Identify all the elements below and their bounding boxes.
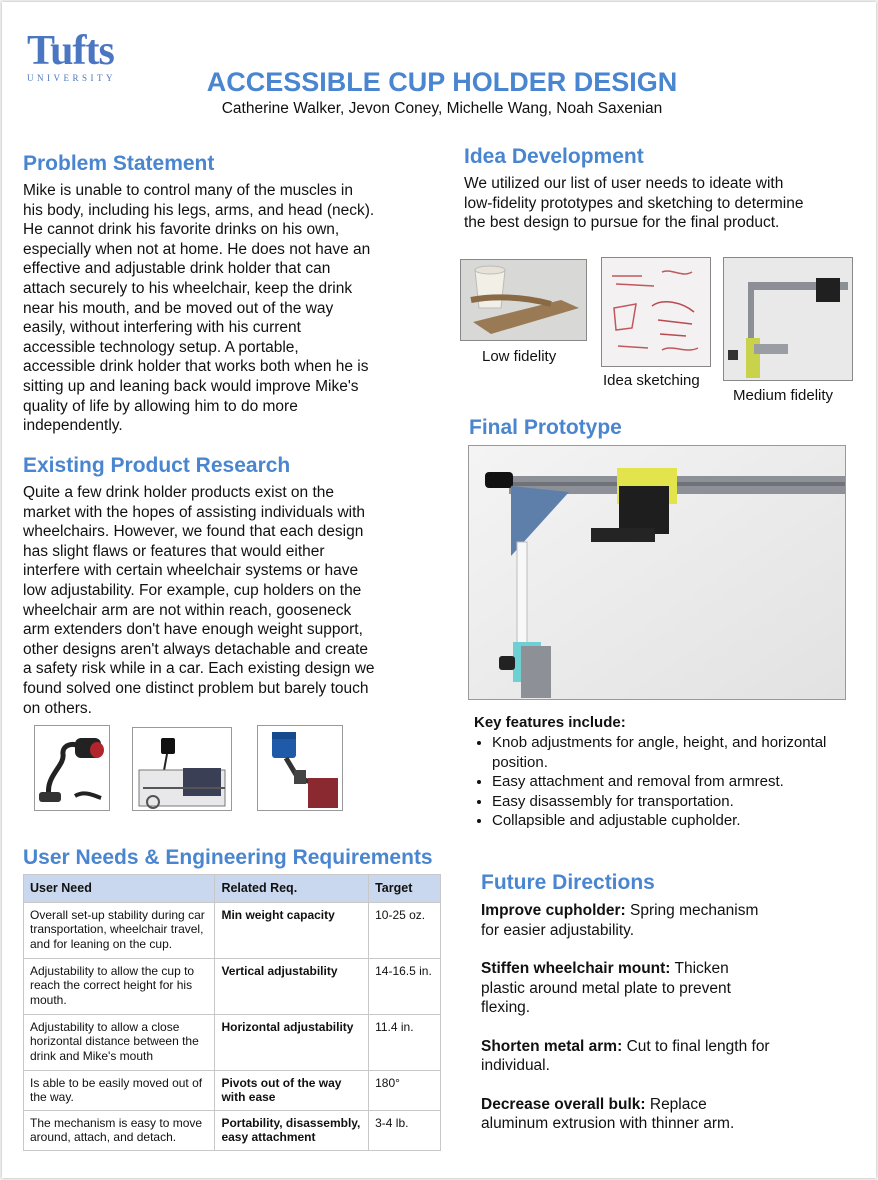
req-cell: Vertical adjustability [215,958,369,1014]
target-cell: 10-25 oz. [369,902,441,958]
target-cell: 180° [369,1070,441,1110]
table-row [24,1110,441,1150]
text-line: attach securely to his wheelchair, keep the drink [23,279,353,297]
list-item: • Knob adjustments for angle, height, and horizontal position. [492,733,878,772]
poster-title: ACCESSIBLE CUP HOLDER DESIGN [206,67,678,97]
future-item-title: Improve cupholder: [481,902,626,919]
problem-heading: Problem Statement [23,152,215,175]
need-cell: Adjustability to allow a close horizontal distance between the drink and Mike's mouth [24,1014,215,1070]
idea-heading: Idea Development [464,145,644,168]
text-line: effective and adjustable drink holder that can [23,260,331,278]
text-line: other designs aren't always detachable and create [23,640,369,658]
target-cell: 11.4 in. [369,1014,441,1070]
list-item: • Collapsible and adjustable cupholder. [492,811,878,831]
medium-fidelity-photo [723,257,853,381]
prototype-heading: Final Prototype [469,416,622,439]
target-cell: 3-4 lb. [369,1110,441,1150]
need-cell: The mechanism is easy to move around, attach, and detach. [24,1110,215,1150]
table-row [24,902,441,958]
text-line: Mike is unable to control many of the muscles in [23,182,353,199]
idea-sketch-photo [601,257,711,367]
req-cell: Pivots out of the way with ease [215,1070,369,1110]
logo-subtitle: UNIVERSITY [27,73,116,83]
text-line: sitting up and leaning back would improve Mike's [23,377,359,395]
future-item-text: Spring mechanism for easier adjustability. [481,902,759,939]
text-line: easily, without interfering with his current [23,319,301,337]
column-header: User Need [24,875,215,903]
table-row [24,958,441,1014]
features-list [472,733,878,831]
text-line: especially when not at home. He does not have an [23,240,371,258]
text-line: a safety risk while in a car. Each existing design we [23,660,375,678]
idea-sketch-caption: Idea sketching [603,372,700,389]
column-header: Related Req. [215,875,369,903]
text-line: interfere with certain wheelchair systems or have [23,562,359,580]
requirements-table [23,874,441,1151]
medium-fidelity-caption: Medium fidelity [733,387,834,404]
future-item-title: Stiffen wheelchair mount: [481,960,671,977]
future-heading: Future Directions [481,871,655,894]
future-item [481,1037,771,1076]
target-cell: 14-16.5 in. [369,958,441,1014]
problem-text [23,181,423,436]
list-item: • Easy disassembly for transportation. [492,792,878,812]
text-line: independently. [23,417,123,435]
text-line: found solved one distinct problem but barely touch [23,679,369,697]
req-cell: Min weight capacity [215,902,369,958]
research-heading: Existing Product Research [23,454,291,477]
text-line: wheelchair arm are not within reach, gooseneck [23,601,352,619]
text-line: on others. [23,699,92,717]
text-line: the best design to pursue for the final product. [464,214,780,232]
table-row [24,1014,441,1070]
future-item-text: Cut to final length for individual. [481,1037,770,1074]
product-photo-armrest [132,727,232,811]
text-line: has slight flaws or features that would either [23,542,325,560]
text-line: accessible technology setup. A portable, [23,338,299,356]
list-item: • Easy attachment and removal from armrest. [492,772,878,792]
need-cell: Overall set-up stability during car transportation, wheelchair travel, and for leaning on the cup. [24,902,215,958]
text-line: low adjustability. For example, cup holders on the [23,581,362,599]
text-line: arm extenders don't have enough weight support, [23,621,363,639]
text-line: low-fidelity prototypes and sketching to determine [464,194,804,212]
low-fidelity-caption: Low fidelity [482,348,557,365]
text-line: We utilized our list of user needs to ideate with [464,175,784,192]
need-cell: Adjustability to allow the cup to reach the correct height for his mouth. [24,958,215,1014]
requirements-heading: User Needs & Engineering Requirements [23,846,433,869]
poster [2,2,876,1178]
low-fidelity-photo [460,259,587,341]
poster-authors: Catherine Walker, Jevon Coney, Michelle Wang, Noah Saxenian [221,100,663,117]
text-line: near his mouth, and be moved out of the way [23,299,334,317]
column-header: Target [369,875,441,903]
req-cell: Portability, disassembly, easy attachment [215,1110,369,1150]
text-line: market with the hopes of assisting individuals with [23,503,366,521]
text-line: accessible drink holder that works both when he is [23,358,369,376]
future-item-title: Shorten metal arm: [481,1037,623,1055]
research-text [23,483,423,718]
table-header-row [24,875,441,903]
future-item [481,959,771,1018]
text-line: Quite a few drink holder products exist on the [23,484,335,501]
text-line: He cannot drink his favorite drinks on his own, [23,221,340,239]
final-prototype-photo [468,445,846,700]
text-line: his body, including his legs, arms, and head (neck). [23,201,375,219]
future-item-text: Replace aluminum extrusion with thinner arm. [481,1095,735,1132]
features-title: Key features include: [474,714,626,731]
text-line: quality of life by allowing him to do more [23,397,298,415]
logo-wordmark: Tufts [27,28,114,74]
table-row [24,1070,441,1110]
future-list [481,901,771,1134]
req-cell: Horizontal adjustability [215,1014,369,1070]
product-photo-cup-clamp [257,725,343,811]
product-photo-gooseneck [34,725,110,811]
idea-text [464,174,864,233]
future-item [481,901,771,940]
text-line: wheelchairs. However, we found that each design [23,523,364,541]
future-item-title: Decrease overall bulk: [481,1095,646,1113]
future-item [481,1095,771,1134]
need-cell: Is able to be easily moved out of the way. [24,1070,215,1110]
future-item-text: Thicken plastic around metal plate to prevent flexing. [481,960,731,1016]
